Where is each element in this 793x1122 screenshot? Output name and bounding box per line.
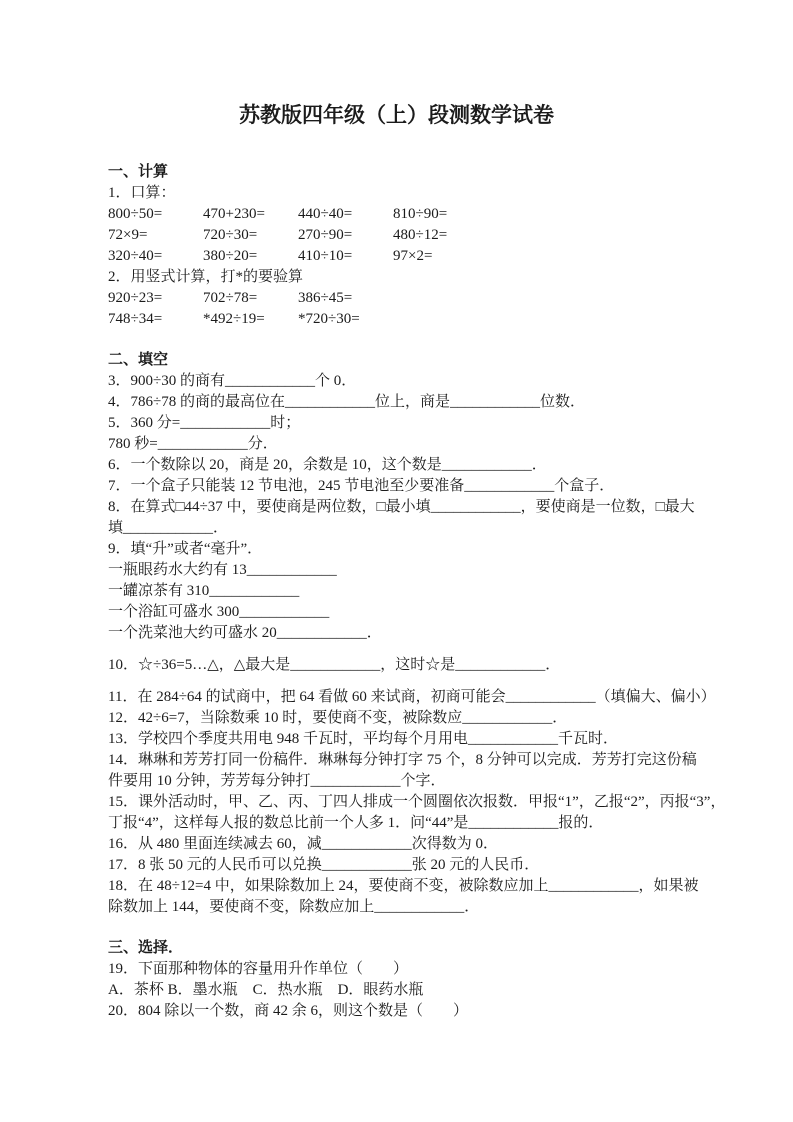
text-line: 12．42÷6=7，当除数乘 10 时，要使商不变，被除数应____________． — [108, 710, 568, 726]
section-heading: 二、填空 — [108, 352, 169, 368]
text-line: 件要用 10 分钟，芳芳每分钟打____________个字． — [108, 773, 446, 789]
text-line: 19．下面那种物体的容量用升作单位（ ） — [108, 961, 409, 977]
calc-item: 720÷30= — [203, 227, 258, 243]
section-heading: 一、计算 — [108, 164, 169, 180]
text-line: 14．琳琳和芳芳打同一份稿件．琳琳每分钟打字 75 个，8 分钟可以完成．芳芳打完这份稿 — [108, 752, 697, 768]
text-line: 一瓶眼药水大约有 13____________ — [108, 562, 337, 578]
text-line: 4．786÷78 的商的最高位在____________位上，商是____________位数． — [108, 394, 585, 410]
calc-item: 748÷34= — [108, 311, 163, 327]
calc-item: 810÷90= — [393, 206, 448, 222]
text-line: 一个浴缸可盛水 300____________ — [108, 604, 330, 620]
text-line: 18．在 48÷12=4 中，如果除数加上 24，要使商不变，被除数应加上____________，如果被 — [108, 878, 699, 894]
text-line: 780 秒=____________分． — [108, 436, 278, 452]
calc-item: 702÷78= — [203, 290, 258, 306]
text-line: 丁报“4”，这样每人报的数总比前一个人多 1．问“44”是____________报的． — [108, 815, 604, 831]
calc-item: 270÷90= — [298, 227, 353, 243]
text-line: 15．课外活动时，甲、乙、丙、丁四人排成一个圆圈依次报数．甲报“1”，乙报“2”，丙报“3”， — [108, 794, 726, 810]
calc-row — [108, 204, 733, 225]
calc-item: *492÷19= — [203, 311, 265, 327]
calc-row — [108, 288, 733, 309]
section-heading: 三、选择． — [108, 940, 184, 956]
text-line: 5．360 分=____________时； — [108, 415, 301, 431]
text-line: 一罐凉茶有 310____________ — [108, 583, 300, 599]
text-line: 2．用竖式计算，打*的要验算 — [108, 269, 304, 285]
calc-item: 800÷50= — [108, 206, 163, 222]
calc-row — [108, 246, 733, 267]
calc-item: 920÷23= — [108, 290, 163, 306]
text-line: 9．填“升”或者“毫升”． — [108, 541, 263, 557]
text-line: 除数加上 144，要使商不变，除数应加上____________． — [108, 899, 480, 915]
text-line: 填____________． — [108, 520, 229, 536]
text-line: 13．学校四个季度共用电 948 千瓦时，平均每个月用电____________千瓦时． — [108, 731, 619, 747]
calc-item: 470+230= — [203, 206, 265, 222]
text-line: 8．在算式□44÷37 中，要使商是两位数，□最小填____________，要使商是一位数，□最大 — [108, 499, 695, 515]
calc-item: 480÷12= — [393, 227, 448, 243]
text-line: 6．一个数除以 20，商是 20，余数是 10，这个数是____________． — [108, 457, 547, 473]
text-line: 20．804 除以一个数，商 42 余 6，则这个数是（ ） — [108, 1003, 469, 1019]
text-line: A．茶杯 B．墨水瓶 C．热水瓶 D．眼药水瓶 — [108, 982, 424, 998]
calc-item: 386÷45= — [298, 290, 353, 306]
text-line: 一个洗菜池大约可盛水 20____________． — [108, 625, 382, 641]
text-line: 10．☆÷36=5…△，△最大是____________，这时☆是____________． — [108, 657, 561, 673]
calc-row — [108, 225, 733, 246]
calc-item: *720÷30= — [298, 311, 360, 327]
calc-item: 97×2= — [393, 248, 433, 264]
calc-item: 72×9= — [108, 227, 148, 243]
calc-item: 440÷40= — [298, 206, 353, 222]
calc-item: 410÷10= — [298, 248, 353, 264]
text-line: 7．一个盒子只能装 12 节电池，245 节电池至少要准备____________个盒子． — [108, 478, 615, 494]
document-body — [108, 162, 733, 1022]
text-line: 1．口算： — [108, 185, 176, 201]
document-title: 苏教版四年级（上）段测数学试卷 — [239, 103, 554, 127]
calc-row — [108, 309, 733, 330]
text-line: 3．900÷30 的商有____________个 0． — [108, 373, 357, 389]
text-line: 17．8 张 50 元的人民币可以兑换____________张 20 元的人民币． — [108, 857, 540, 873]
text-line: 16．从 480 里面连续减去 60，减____________次得数为 0． — [108, 836, 499, 852]
text-line: 11．在 284÷64 的试商中，把 64 看做 60 来试商，初商可能会____________（填偏大、偏小） — [108, 689, 716, 705]
calc-item: 380÷20= — [203, 248, 258, 264]
calc-item: 320÷40= — [108, 248, 163, 264]
